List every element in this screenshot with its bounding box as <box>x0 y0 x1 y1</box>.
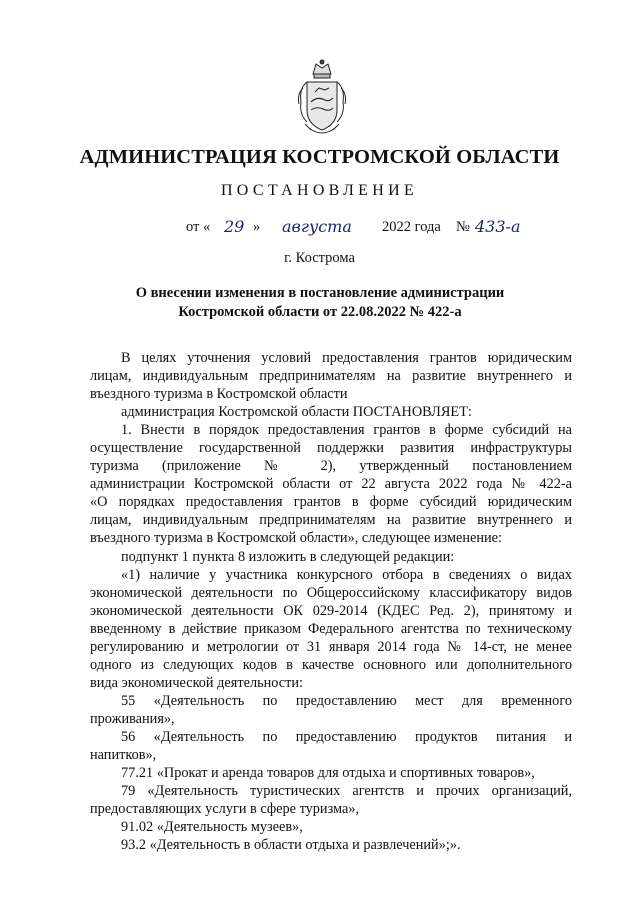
body-line: проживания», <box>90 710 175 727</box>
body-line: 55 «Деятельность по предоставлению мест для временного <box>121 692 572 709</box>
body-line: напитков», <box>90 747 157 764</box>
body-line: 77.21 «Прокат и аренда товаров для отдыха и спортивных товаров», <box>121 765 535 782</box>
body-line: 1. Внести в порядок предоставления грантов в форме субсидий на <box>121 422 572 439</box>
date-month: августа <box>282 217 352 236</box>
body-line: администрации Костромской области от 22 августа 2022 года № 422-а <box>90 476 572 493</box>
subject-line: О внесении изменения в постановление администрации <box>135 285 505 301</box>
document-number: 433-а <box>475 217 521 236</box>
body-line: осуществление государственной поддержки развития инфраструктуры <box>90 440 572 457</box>
body-line: въездного туризма в Костромской области», следующее изменение: <box>90 530 502 547</box>
body-line: 79 «Деятельность туристических агентств и прочих организаций, <box>121 783 572 800</box>
body-line: регулированию и метрологии от 31 января 2014 года № 14-ст, не менее <box>90 638 572 655</box>
body-line: туризма (приложение № 2), утвержденный постановлением <box>90 458 572 475</box>
body-line: предоставляющих услуги в сфере туризма», <box>90 801 360 818</box>
body-line: 93.2 «Деятельность в области отдыха и развлечений»;». <box>121 837 461 854</box>
date-day: 29 <box>224 217 245 236</box>
body-line: экономической деятельности по Общероссийскому классификатору видов <box>90 584 572 601</box>
document-subject <box>80 284 560 322</box>
city: г. Кострома <box>284 250 355 266</box>
number-sign: № <box>456 219 470 235</box>
body-line: въездного туризма в Костромской области <box>90 386 348 403</box>
date-prefix: от « <box>186 219 211 235</box>
organization-title: АДМИНИСТРАЦИЯ КОСТРОМСКОЙ ОБЛАСТИ <box>79 146 560 168</box>
body-line: 91.02 «Деятельность музеев», <box>121 819 303 836</box>
subject-line: Костромской области от 22.08.2022 № 422-а <box>178 304 462 320</box>
document-type: ПОСТАНОВЛЕНИЕ <box>220 182 419 199</box>
coat-of-arms-emblem <box>295 58 349 138</box>
date-day-close: » <box>253 219 261 235</box>
body-line: вида экономической деятельности: <box>90 674 303 691</box>
body-line: введенному в действие приказом Федерального агентства по техническому <box>90 620 572 637</box>
body-line: лицам, индивидуальным предпринимателям на развитие внутреннего и <box>90 512 572 529</box>
body-line: лицам, индивидуальным предпринимателям на развитие внутреннего и <box>90 368 572 385</box>
body-line: В целях уточнения условий предоставления грантов юридическим <box>121 350 572 366</box>
body-line: одного из следующих кодов в качестве основного или дополнительного <box>90 656 572 673</box>
body-line: подпункт 1 пункта 8 изложить в следующей редакции: <box>121 548 455 565</box>
body-line: «1) наличие у участника конкурсного отбора в сведениях о видах <box>121 566 572 583</box>
document-body <box>0 349 639 854</box>
body-line: администрация Костромской области ПОСТАНОВЛЯЕТ: <box>121 404 472 421</box>
body-line: «О порядках предоставления грантов в форме субсидий юридическим <box>90 494 572 511</box>
date-year: 2022 года <box>382 219 441 235</box>
date-line <box>186 216 566 240</box>
body-line: экономической деятельности ОК 029-2014 (КДЕС Ред. 2), принятому и <box>90 602 572 619</box>
body-line: 56 «Деятельность по предоставлению продуктов питания и <box>121 728 572 745</box>
